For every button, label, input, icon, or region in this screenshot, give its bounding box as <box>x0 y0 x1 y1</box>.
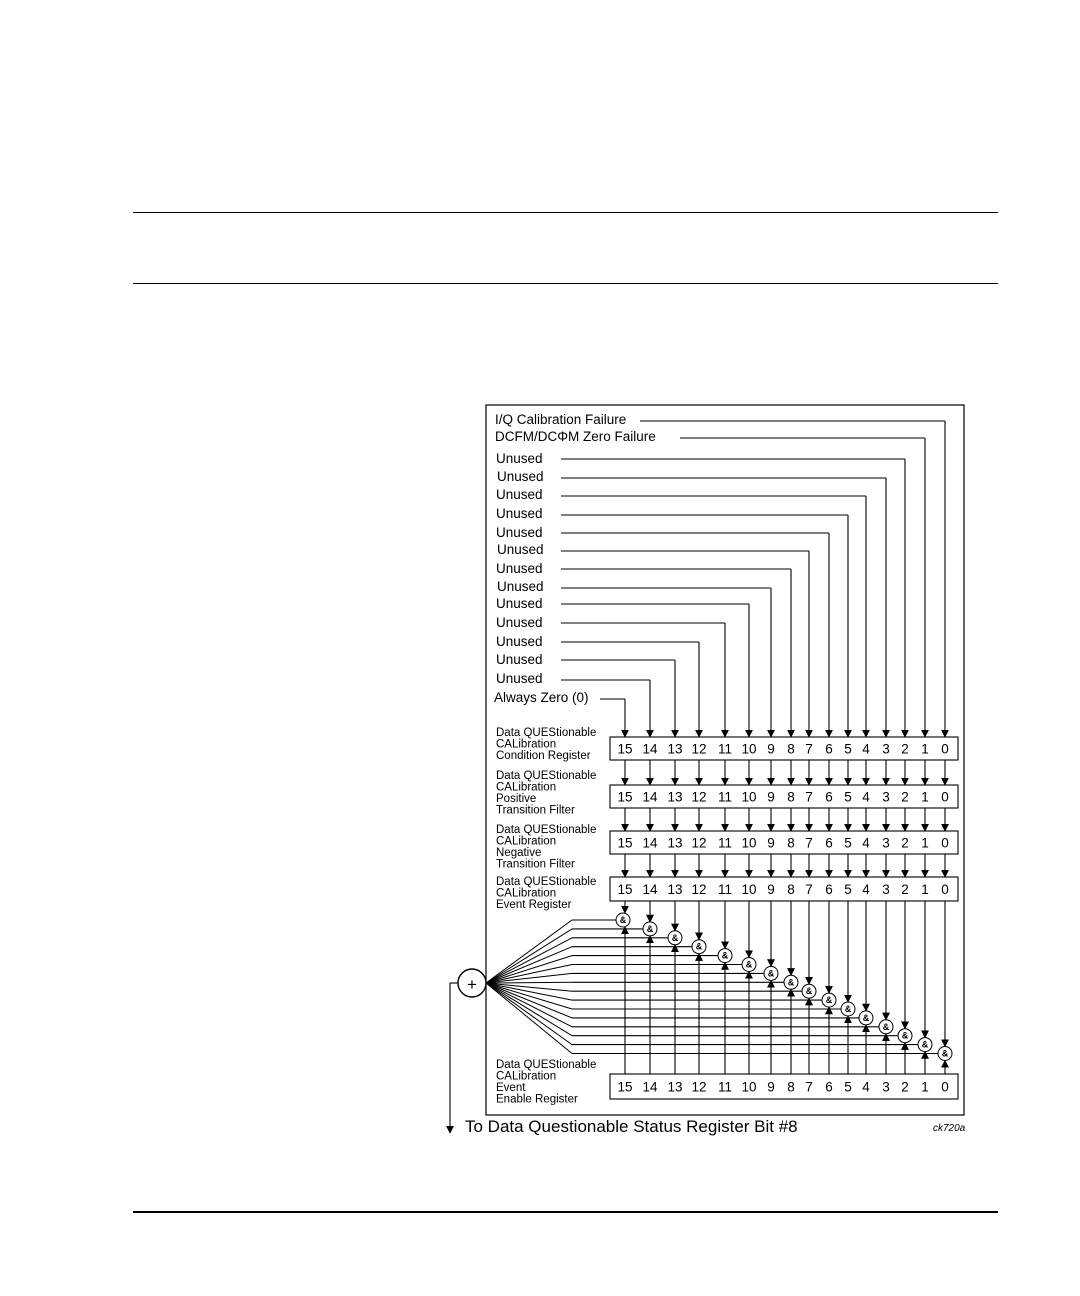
and-symbol: & <box>825 995 833 1006</box>
bit-number: 15 <box>617 741 633 757</box>
bit-number: 1 <box>921 1079 929 1095</box>
register-label: Enable Register <box>496 1093 578 1106</box>
bit-input-label: Unused <box>496 615 543 630</box>
bit-input-label: Unused <box>496 561 543 576</box>
register-label: Event <box>496 1082 526 1094</box>
register-label: CALibration <box>496 835 557 848</box>
bit-number: 11 <box>717 741 733 757</box>
bit-input-label: Unused <box>497 579 544 594</box>
bit-number: 5 <box>844 789 852 805</box>
register-label: CALibration <box>496 781 557 794</box>
bit-input-label: Unused <box>496 671 543 686</box>
bit-number: 11 <box>717 835 733 851</box>
bit-number: 1 <box>921 835 929 851</box>
and-output-line <box>486 983 572 1054</box>
bit-number: 7 <box>805 882 813 897</box>
bit-number: 1 <box>921 741 929 757</box>
and-output-line <box>486 983 572 1036</box>
bit-number: 2 <box>901 741 909 757</box>
bit-number: 10 <box>741 789 757 805</box>
bit-number: 5 <box>844 835 852 851</box>
bit-input-label: Unused <box>497 542 544 557</box>
bit-number: 14 <box>642 789 658 805</box>
bit-number: 15 <box>617 882 633 897</box>
bit-number: 3 <box>882 789 890 805</box>
register-label: Positive <box>496 793 537 805</box>
and-output-line <box>486 947 572 983</box>
bit-input-label: DCFM/DCΦM Zero Failure <box>495 429 656 444</box>
bit-number: 3 <box>882 882 890 897</box>
bit-number: 11 <box>717 789 733 805</box>
register-label: CALibration <box>496 1070 557 1083</box>
bit-number: 8 <box>787 741 795 757</box>
register-label: CALibration <box>496 738 557 751</box>
register-label: Data QUEStionable <box>496 824 597 836</box>
bit-number: 5 <box>844 741 852 757</box>
bit-number: 13 <box>667 1079 683 1095</box>
bit-number: 15 <box>617 835 633 851</box>
register-label: Data QUEStionable <box>496 876 597 888</box>
output-label: To Data Questionable Status Register Bit #8 <box>465 1117 798 1136</box>
bit-number: 4 <box>862 1079 870 1095</box>
bit-number: 10 <box>741 741 757 757</box>
register-label: Data QUEStionable <box>496 770 597 782</box>
bit-number: 4 <box>862 835 870 851</box>
and-symbol: & <box>921 1039 929 1050</box>
bit-number: 7 <box>805 835 813 851</box>
bit-number: 3 <box>882 1079 890 1095</box>
bit-number: 13 <box>667 882 683 897</box>
bit-number: 14 <box>642 741 658 757</box>
bit-number: 6 <box>825 741 833 757</box>
and-output-line <box>486 983 572 1045</box>
register-label: CALibration <box>496 887 557 900</box>
register-label: Negative <box>496 847 542 859</box>
bit-number: 8 <box>787 882 795 897</box>
bit-number: 9 <box>767 789 775 805</box>
bit-input-label: Unused <box>496 487 543 502</box>
bit-input-label: Unused <box>496 634 543 649</box>
bit-number: 3 <box>882 741 890 757</box>
and-symbol: & <box>862 1012 870 1023</box>
bit-number: 9 <box>767 741 775 757</box>
bit-number: 12 <box>691 835 707 851</box>
bit-number: 9 <box>767 835 775 851</box>
bit-number: 15 <box>617 1079 633 1095</box>
bit-input-label: Unused <box>496 451 543 466</box>
bit-number: 10 <box>741 1079 757 1095</box>
bit-input-label: Unused <box>496 506 543 521</box>
and-symbol: & <box>745 959 753 970</box>
bit-number: 10 <box>741 882 757 897</box>
bit-number: 0 <box>941 789 949 805</box>
and-output-line <box>486 983 572 1000</box>
and-symbol: & <box>941 1048 949 1059</box>
and-symbol: & <box>767 968 775 979</box>
and-symbol: & <box>844 1004 852 1014</box>
register-label: Data QUEStionable <box>496 727 597 739</box>
bit-number: 4 <box>862 789 870 805</box>
bit-number: 12 <box>691 1079 707 1095</box>
bit-number: 11 <box>717 1079 733 1095</box>
bit-number: 13 <box>667 789 683 805</box>
bit-number: 12 <box>691 882 707 897</box>
bit-number: 0 <box>941 835 949 851</box>
register-label: Transition Filter <box>496 858 575 871</box>
register-label: Transition Filter <box>496 804 575 817</box>
and-output-line <box>486 956 572 983</box>
bit-number: 1 <box>921 789 929 805</box>
bit-number: 8 <box>787 835 795 851</box>
bit-number: 8 <box>787 789 795 805</box>
and-symbol: & <box>671 932 679 943</box>
bit-number: 11 <box>717 882 733 897</box>
bit-number: 13 <box>667 741 683 757</box>
bit-number: 4 <box>862 741 870 757</box>
bit-number: 14 <box>642 1079 658 1095</box>
bit-input-label: Unused <box>496 652 543 667</box>
bit-number: 9 <box>767 882 775 897</box>
bit-number: 2 <box>901 1079 909 1095</box>
bit-number: 1 <box>921 882 929 897</box>
and-symbol: & <box>646 923 654 934</box>
and-symbol: & <box>695 941 703 952</box>
bit-number: 8 <box>787 1079 795 1095</box>
bit-number: 14 <box>642 835 658 851</box>
and-output-line <box>486 938 572 983</box>
bit-number: 7 <box>805 741 813 757</box>
bit-number: 6 <box>825 789 833 805</box>
and-output-line <box>486 983 572 1018</box>
bit-number: 0 <box>941 882 949 897</box>
bit-number: 0 <box>941 1079 949 1095</box>
bit-number: 7 <box>805 1079 813 1095</box>
bit-number: 12 <box>691 741 707 757</box>
bit-number: 6 <box>825 1079 833 1095</box>
bit-input-label: Always Zero (0) <box>494 690 589 705</box>
bit-number: 15 <box>617 789 633 805</box>
bit-number: 4 <box>862 882 870 897</box>
bit-number: 12 <box>691 789 707 805</box>
bit-number: 6 <box>825 882 833 897</box>
bit-number: 5 <box>844 1079 852 1095</box>
or-symbol: + <box>467 975 477 994</box>
bit-number: 9 <box>767 1079 775 1095</box>
and-symbol: & <box>882 1021 890 1032</box>
bit-input-label: Unused <box>496 596 543 611</box>
bit-number: 2 <box>901 789 909 805</box>
bit-number: 3 <box>882 835 890 851</box>
and-symbol: & <box>721 950 729 961</box>
and-symbol: & <box>805 986 813 997</box>
bit-input-label: Unused <box>496 525 543 540</box>
bit-number: 6 <box>825 835 833 851</box>
bit-input-label: Unused <box>497 469 544 484</box>
and-output-line <box>486 982 572 983</box>
register-label: Event Register <box>496 899 572 911</box>
bit-input-label: I/Q Calibration Failure <box>495 412 627 427</box>
and-symbol: & <box>901 1030 909 1041</box>
bit-number: 0 <box>941 741 949 757</box>
and-symbol: & <box>787 977 795 988</box>
bit-number: 10 <box>741 835 757 851</box>
register-label: Condition Register <box>496 750 591 762</box>
bit-number: 2 <box>901 835 909 851</box>
bit-number: 7 <box>805 789 813 805</box>
bit-number: 14 <box>642 882 658 897</box>
bit-number: 2 <box>901 882 909 897</box>
register-label: Data QUEStionable <box>496 1059 597 1071</box>
and-symbol: & <box>619 915 627 925</box>
bit-number: 5 <box>844 882 852 897</box>
bit-number: 13 <box>667 835 683 851</box>
figure-id: ck720a <box>933 1123 966 1134</box>
